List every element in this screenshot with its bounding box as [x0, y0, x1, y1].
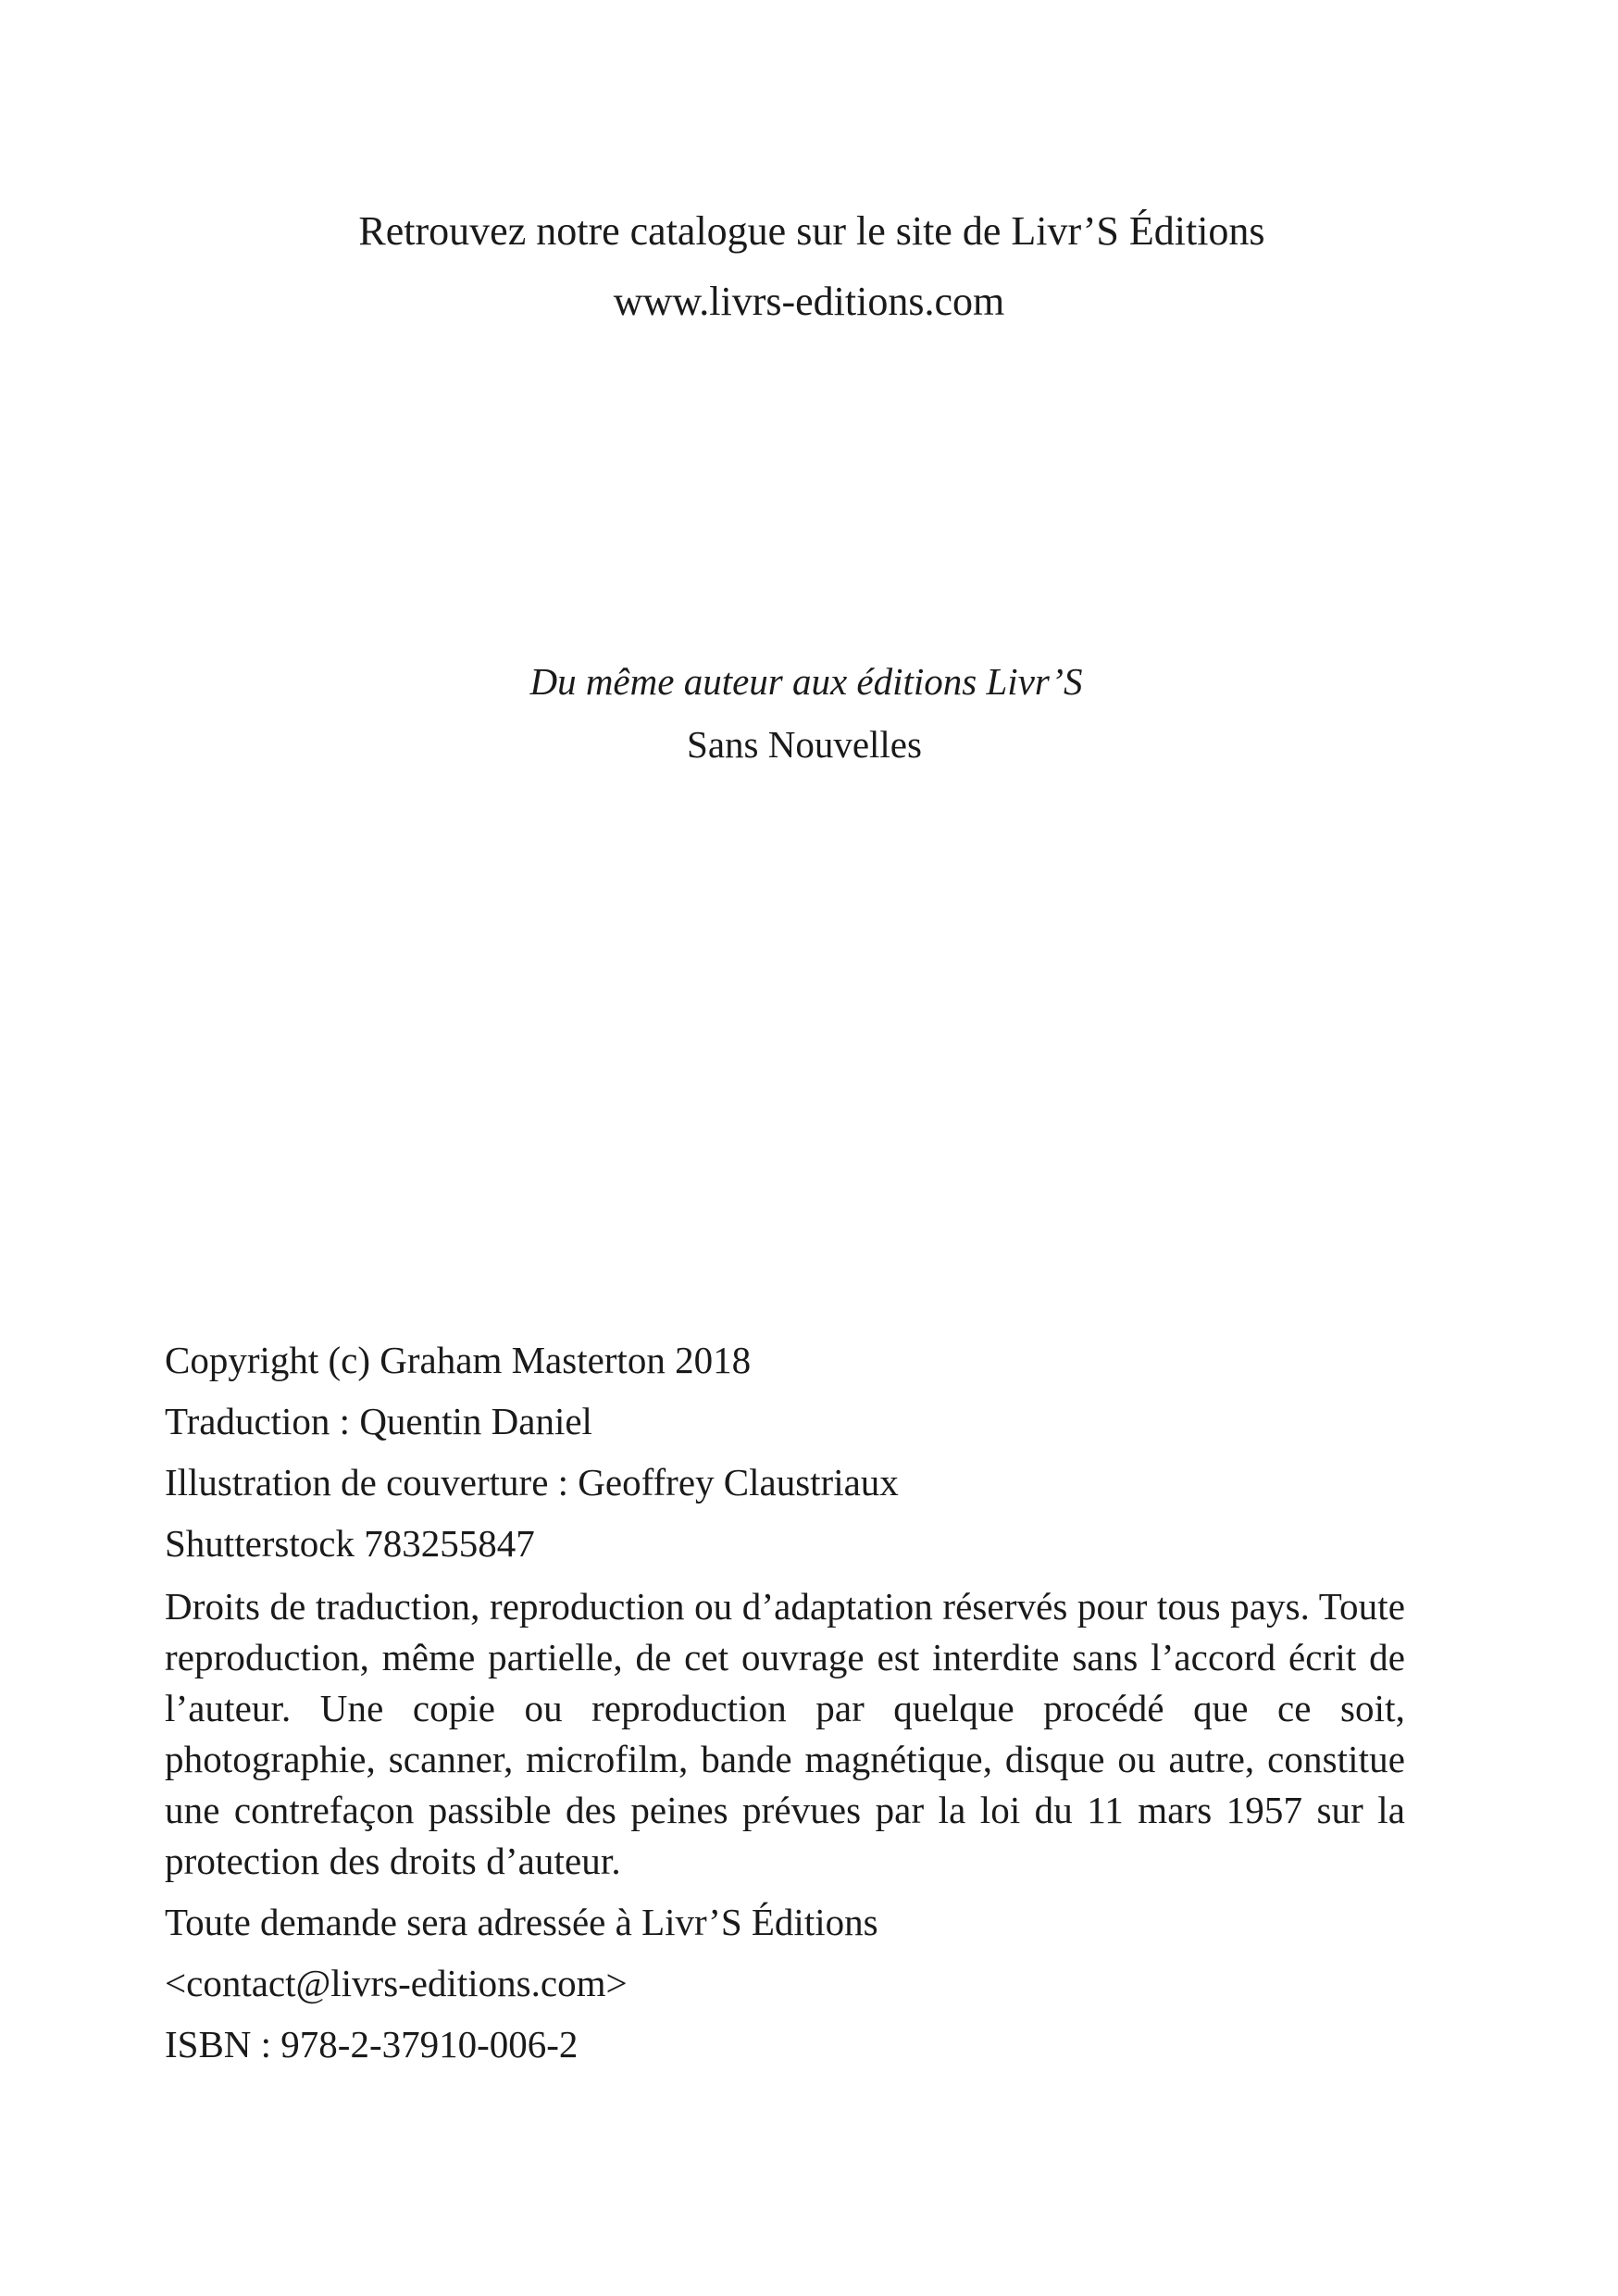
stock-image-credit: Shutterstock 783255847 — [165, 1522, 535, 1565]
same-author-title: Sans Nouvelles — [687, 723, 922, 766]
contact-email: <contact@livrs-editions.com> — [165, 1962, 628, 2004]
copyright-line: Copyright (c) Graham Masterton 2018 — [165, 1339, 752, 1381]
translation-credit: Traduction : Quentin Daniel — [165, 1400, 592, 1442]
same-author-heading: Du même auteur aux éditions Livr’S — [529, 660, 1083, 703]
catalogue-text: Retrouvez notre catalogue sur le site de Livr’S Éditions — [358, 208, 1265, 254]
isbn: ISBN : 978-2-37910-006-2 — [165, 2023, 579, 2065]
copyright-block — [165, 1337, 1405, 2082]
cover-illustration-credit: Illustration de couverture : Geoffrey Claustriaux — [165, 1461, 899, 1504]
requests-line: Toute demande sera adressée à Livr’S Éditions — [165, 1901, 878, 1943]
publisher-website: www.livrs-editions.com — [613, 279, 1005, 324]
rights-paragraph: Droits de traduction, reproduction ou d’adaptation réservés pour tous pays. Toute reproduction, même partielle, de cet ouvrage est interdite sans l’accord écrit de l’auteur. Une copie ou reproduction par quelque procédé que ce soit, photographie, scanner, microfilm, bande magnétique, disque ou autre, constitue une contrefaçon passible des peines prévues par la loi du 11 mars 1957 sur la protection des droits d’auteur. — [165, 1585, 1405, 1882]
